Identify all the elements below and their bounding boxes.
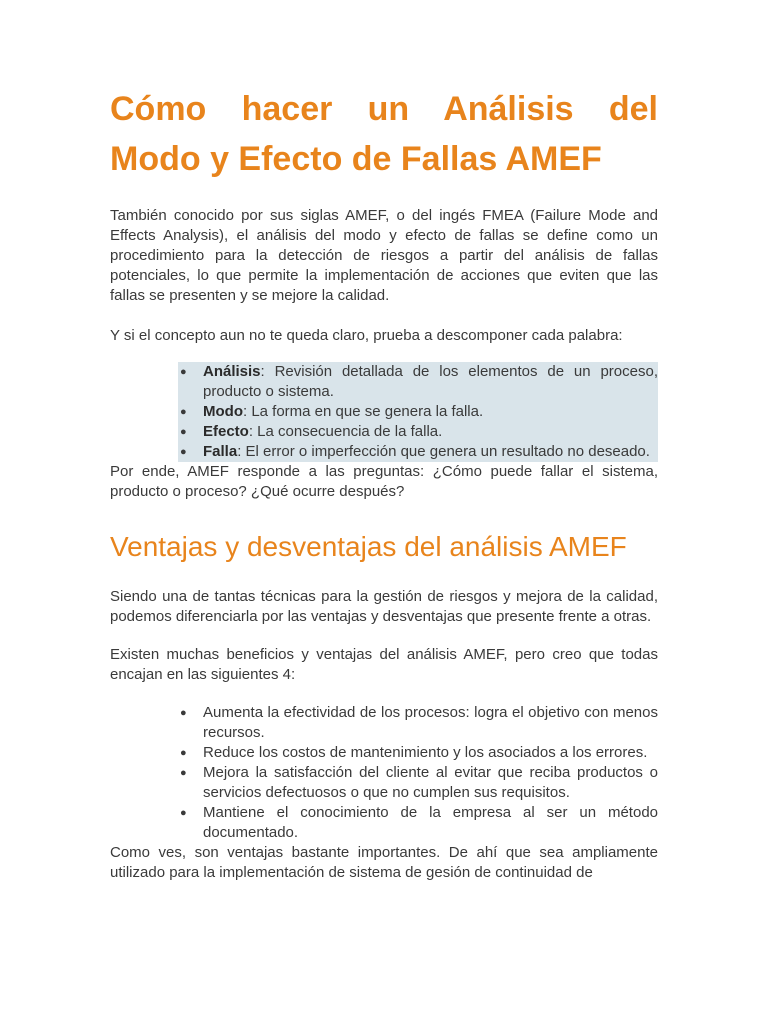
bullet-icon: ● [180,366,187,378]
conclusion-paragraph: Como ves, son ventajas bastante importantes. De ahí que sea ampliamente utilizado para la implementación de sistema de gesión de continuidad de [110,844,658,881]
advantages-list [178,703,658,843]
definition-item [178,422,658,442]
advantage-item [178,763,658,803]
questions-paragraph: Por ende, AMEF responde a las preguntas: ¿Cómo puede fallar el sistema, producto o proceso? ¿Qué ocurre después? [110,463,658,500]
bullet-icon: ● [180,406,187,418]
definition-term: Modo [203,403,243,420]
advantage-text: Reduce los costos de mantenimiento y los asociados a los errores. [203,744,648,761]
definition-text: : El error o imperfección que genera un resultado no deseado. [237,443,650,460]
advantage-text: Mantiene el conocimiento de la empresa al ser un método documentado. [203,804,658,841]
definition-text: : La consecuencia de la falla. [248,423,443,440]
advantage-text: Aumenta la efectividad de los procesos: logra el objetivo con menos recursos. [203,704,658,741]
definition-item [178,362,658,402]
bullet-icon: ● [180,807,187,819]
page-title-line-1: Cómo hacer un Análisis del [110,90,658,128]
definition-text: : La forma en que se genera la falla. [242,403,484,420]
bullet-icon: ● [180,426,187,438]
advantage-item [178,803,658,843]
section-heading: Ventajas y desventajas del análisis AMEF [110,531,627,562]
bullet-icon: ● [180,747,187,759]
definition-term: Efecto [203,423,249,440]
definition-item [178,442,658,462]
definition-term: Falla [203,443,238,460]
prompt-paragraph: Y si el concepto aun no te queda claro, prueba a descomponer cada palabra: [110,327,623,344]
bullet-icon: ● [180,767,187,779]
advantage-item [178,703,658,743]
section-paragraph-2: Existen muchas beneficios y ventajas del análisis AMEF, pero creo que todas encajan en las siguientes 4: [110,646,658,683]
section-paragraph-1: Siendo una de tantas técnicas para la gestión de riesgos y mejora de la calidad, podemos diferenciarla por las ventajas y desventajas que presente frente a otras. [110,588,658,625]
page-title [110,84,658,184]
definition-term: Análisis [203,363,261,380]
page-title-line-2: Modo y Efecto de Fallas AMEF [110,140,602,178]
bullet-icon: ● [180,446,187,458]
intro-paragraph: También conocido por sus siglas AMEF, o del ingés FMEA (Failure Mode and Effects Analysis), el análisis del modo y efecto de fallas se define como un procedimiento para la detección de riesgos a partir del análisis de fallas potenciales, lo que permite la implementación de acciones que eviten que las fallas se presenten y se mejore la calidad. [110,207,658,304]
advantage-item [178,743,658,763]
definition-item [178,402,658,422]
bullet-icon: ● [180,707,187,719]
advantage-text: Mejora la satisfacción del cliente al evitar que reciba productos o servicios defectuosos o que no cumplen sus requisitos. [203,764,658,801]
definitions-list [178,362,658,462]
definition-text: : Revisión detallada de los elementos de un proceso, producto o sistema. [203,363,658,400]
